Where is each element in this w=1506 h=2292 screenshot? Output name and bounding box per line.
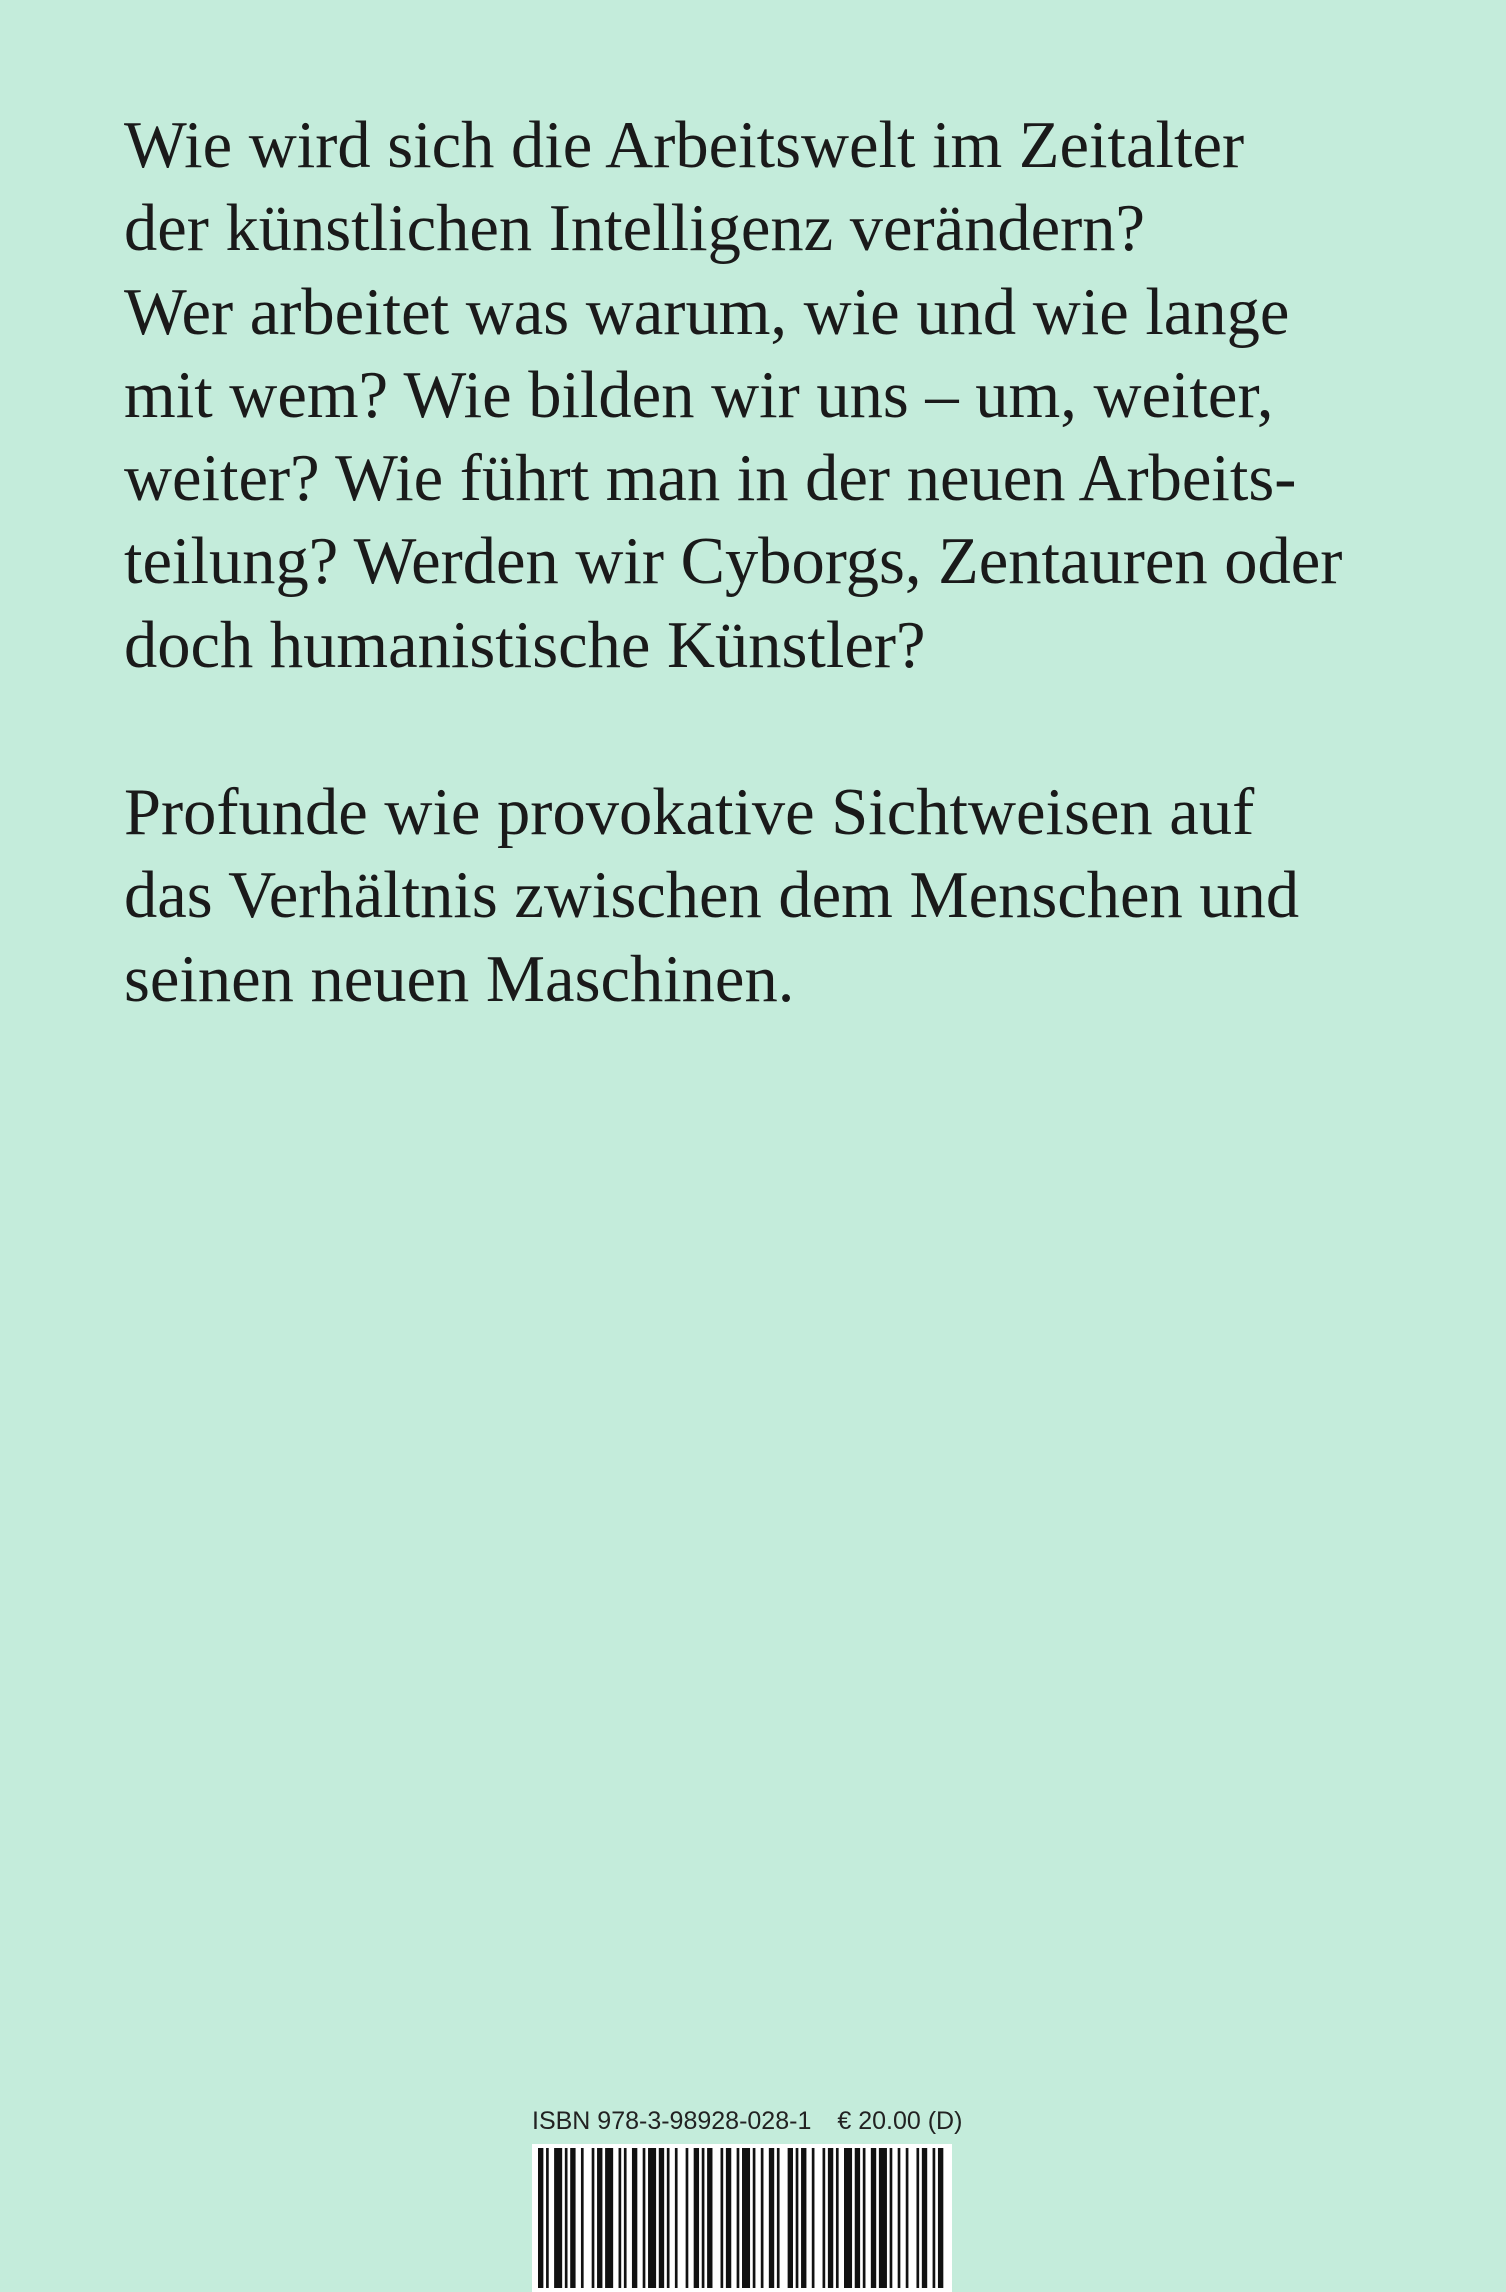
- barcode-bar: [570, 2148, 575, 2288]
- blurb-line: teilung? Werden wir Cyborgs, Zentauren oder: [124, 525, 1343, 599]
- barcode-bar: [737, 2148, 740, 2288]
- barcode-bar: [592, 2148, 595, 2288]
- barcode-bar: [933, 2148, 936, 2288]
- barcode-bar: [643, 2148, 646, 2288]
- blurb-paragraph-1: [124, 104, 1384, 687]
- barcode-bar: [694, 2148, 699, 2288]
- barcode-bar: [648, 2148, 656, 2288]
- barcode-bar: [906, 2148, 909, 2288]
- barcode-bar: [624, 2148, 627, 2288]
- barcode-icon: [532, 2144, 952, 2292]
- barcode-bar: [619, 2148, 622, 2288]
- barcode-bar: [890, 2148, 893, 2288]
- isbn-price-row: [532, 2106, 963, 2138]
- blurb-line: mit wem? Wie bilden wir uns – um, weiter,: [124, 358, 1274, 432]
- barcode-bar: [753, 2148, 756, 2288]
- barcode-bar: [855, 2148, 860, 2288]
- barcode-bar: [879, 2148, 887, 2288]
- barcode-bar: [667, 2148, 670, 2288]
- barcode-bar: [702, 2148, 705, 2288]
- barcode-bar: [632, 2148, 637, 2288]
- blurb-line: der künstlichen Intelligenz verändern?: [124, 192, 1146, 266]
- barcode-bar: [812, 2148, 815, 2288]
- barcode-bar: [659, 2148, 664, 2288]
- barcode-bar: [565, 2148, 568, 2288]
- blurb-paragraph-2: [124, 771, 1384, 1021]
- price-label: € 20.00 (D): [837, 2107, 963, 2135]
- barcode-bar: [788, 2148, 793, 2288]
- blurb-line: Wie wird sich die Arbeitswelt im Zeitalter: [124, 109, 1245, 182]
- barcode-bar: [686, 2148, 689, 2288]
- isbn-number: ISBN 978-3-98928-028-1: [532, 2107, 812, 2135]
- barcode-bar: [581, 2148, 584, 2288]
- blurb-line: Wer arbeitet was warum, wie und wie lange: [124, 275, 1290, 349]
- barcode-bar: [828, 2148, 833, 2288]
- barcode-bar: [823, 2148, 826, 2288]
- barcode-block: [532, 2106, 963, 2292]
- barcode-bar: [777, 2148, 780, 2288]
- barcode-bar: [761, 2148, 764, 2288]
- barcode-bar: [554, 2148, 562, 2288]
- barcode-bar: [721, 2148, 724, 2288]
- barcode-bar: [742, 2148, 750, 2288]
- blurb-line: Profunde wie provokative Sichtweisen auf: [124, 776, 1255, 849]
- barcode-bar: [938, 2148, 943, 2288]
- barcode-bar: [844, 2148, 852, 2288]
- barcode-bar: [546, 2148, 549, 2288]
- blurb-line: seinen neuen Maschinen.: [124, 942, 795, 1016]
- barcode-bar: [922, 2148, 927, 2288]
- barcode-bar: [871, 2148, 876, 2288]
- blurb-line: doch humanistische Künstler?: [124, 608, 926, 682]
- barcode-bar: [769, 2148, 774, 2288]
- barcode-bar: [675, 2148, 678, 2288]
- barcode-bar: [898, 2148, 901, 2288]
- barcode-bar: [863, 2148, 866, 2288]
- barcode-bar: [597, 2148, 602, 2288]
- barcode-bar: [538, 2148, 543, 2288]
- blurb-line: das Verhältnis zwischen dem Menschen und: [124, 859, 1300, 933]
- barcode-bar: [916, 2148, 919, 2288]
- barcode-bar: [605, 2148, 613, 2288]
- barcode-bar: [796, 2148, 799, 2288]
- blurb-line: weiter? Wie führt man in der neuen Arbeits-: [124, 442, 1297, 516]
- barcode-bar: [801, 2148, 806, 2288]
- barcode-bar: [726, 2148, 731, 2288]
- barcode-bar: [707, 2148, 712, 2288]
- barcode-bar: [836, 2148, 839, 2288]
